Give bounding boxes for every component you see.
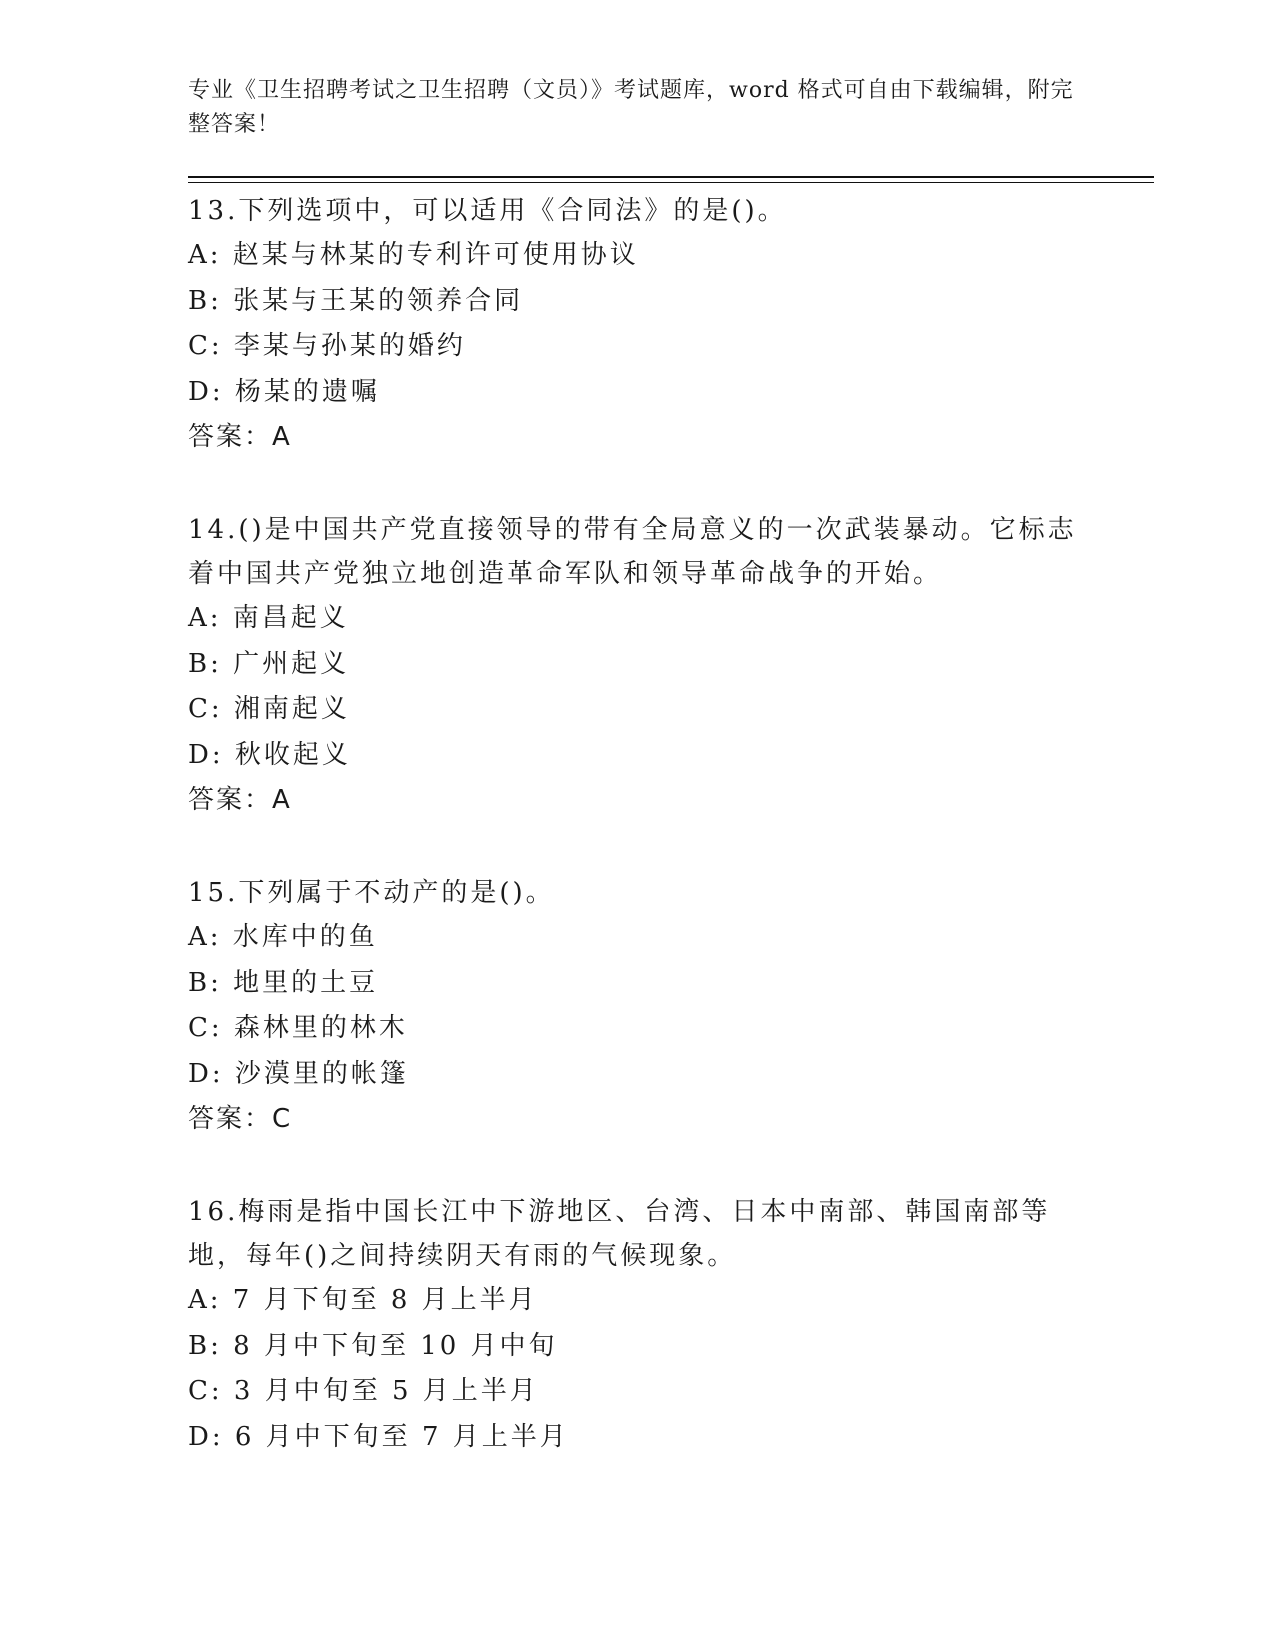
answer-line: 答案：A <box>188 785 292 815</box>
option-d: D: 沙漠里的帐篷 <box>188 1058 409 1089</box>
header-divider-thin <box>188 182 1154 183</box>
option-c: C: 湘南起义 <box>188 694 350 724</box>
option-b: B: 张某与王某的领养合同 <box>188 285 524 316</box>
option-a: A: 赵某与林某的专利许可使用协议 <box>188 240 639 270</box>
question-15 <box>188 871 1088 1143</box>
option-b: B: 广州起义 <box>188 648 350 679</box>
option-a: A: 南昌起义 <box>188 603 349 633</box>
question-stem: 15.下列属于不动产的是()。 <box>188 878 555 908</box>
header-divider-thick <box>188 176 1154 178</box>
option-a: A: 水库中的鱼 <box>188 922 378 952</box>
option-b: B: 8 月中下旬至 10 月中旬 <box>188 1330 558 1361</box>
option-c: C: 3 月中旬至 5 月上半月 <box>188 1376 539 1406</box>
option-c: C: 森林里的林木 <box>188 1013 408 1043</box>
question-16 <box>188 1190 1088 1460</box>
option-d: D: 秋收起义 <box>188 739 351 770</box>
option-d: D: 杨某的遗嘱 <box>188 376 380 407</box>
question-14 <box>188 508 1088 824</box>
document-header: 专业《卫生招聘考试之卫生招聘（文员）》考试题库，word 格式可自由下载编辑，附完整答案！ <box>188 78 1074 137</box>
question-stem: 13.下列选项中，可以适用《合同法》的是()。 <box>188 196 787 226</box>
option-b: B: 地里的土豆 <box>188 967 379 998</box>
option-d: D: 6 月中下旬至 7 月上半月 <box>188 1421 569 1452</box>
answer-line: 答案：C <box>188 1104 293 1134</box>
question-13 <box>188 189 1088 461</box>
question-stem: 16.梅雨是指中国长江中下游地区、台湾、日本中南部、韩国南部等地，每年()之间持续阴天有雨的气候现象。 <box>188 1197 1051 1271</box>
option-a: A: 7 月下旬至 8 月上半月 <box>188 1285 538 1315</box>
option-c: C: 李某与孙某的婚约 <box>188 331 466 361</box>
answer-line: 答案：A <box>188 422 292 452</box>
question-stem: 14.()是中国共产党直接领导的带有全局意义的一次武装暴动。它标志着中国共产党独立地创造革命军队和领导革命战争的开始。 <box>188 515 1077 589</box>
